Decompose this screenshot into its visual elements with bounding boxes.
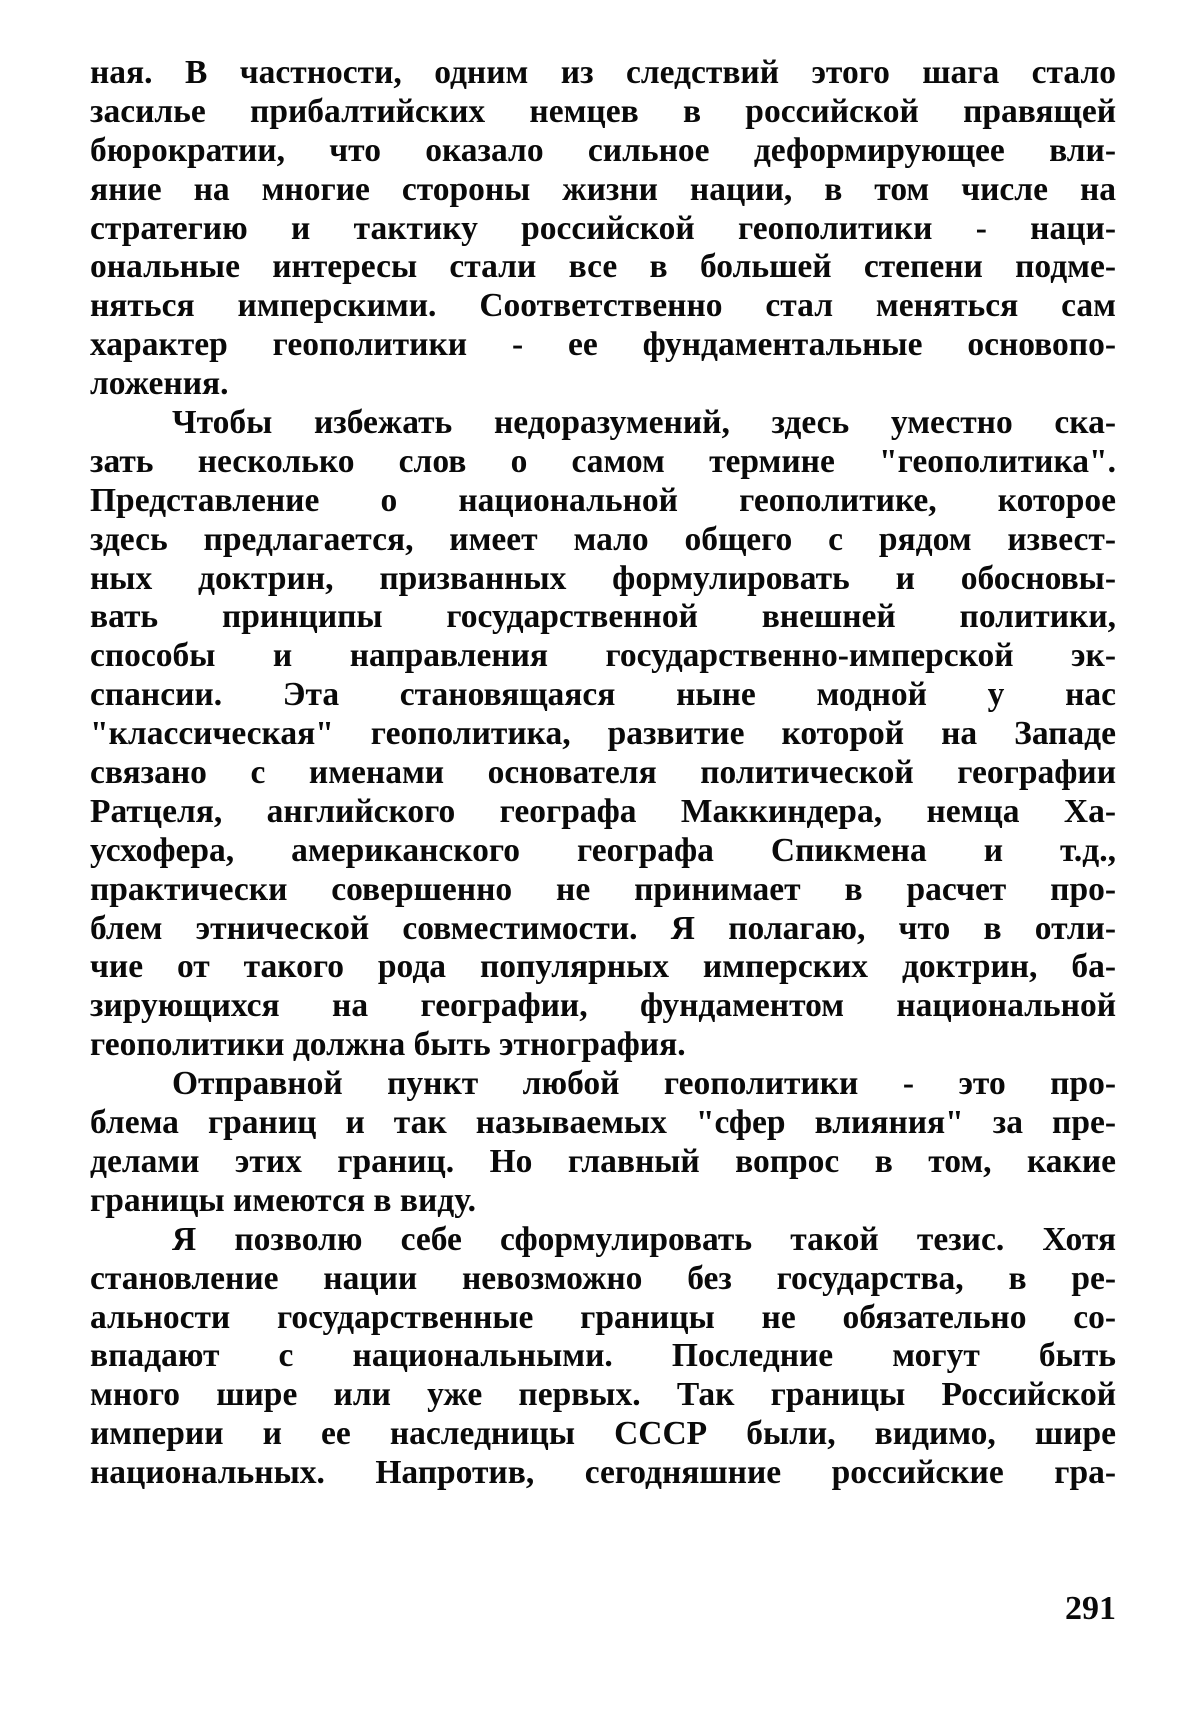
text-line: засилье прибалтийских немцев в российской правящей xyxy=(90,92,1116,130)
text-line: ная. В частности, одним из следствий этого шага стало xyxy=(90,54,1116,91)
text-line: зать несколько слов о самом термине "геополитика". xyxy=(90,442,1116,480)
text-line: границы имеются в виду. xyxy=(90,1181,476,1219)
text-line: чие от такого рода популярных имперских доктрин, ба- xyxy=(90,948,1116,986)
text-line: практически совершенно не принимает в расчет про- xyxy=(90,870,1116,908)
text-line: Я позволю себе сформулировать такой тезис. Хотя xyxy=(172,1220,1116,1258)
text-line: здесь предлагается, имеет мало общего с рядом извест- xyxy=(90,520,1116,558)
text-line: империи и ее наследницы СССР были, видимо, шире xyxy=(90,1415,1116,1453)
text-line: национальных. Напротив, сегодняшние российские гра- xyxy=(90,1454,1116,1492)
page-number: 291 xyxy=(1065,1590,1116,1627)
paragraph xyxy=(90,404,1116,1065)
text-line: Представление о национальной геополитике, которое xyxy=(90,481,1116,519)
text-line: Ратцеля, английского географа Маккиндера, немца Ха- xyxy=(90,792,1116,830)
text-line: Чтобы избежать недоразумений, здесь уместно ска- xyxy=(172,404,1116,442)
body-text xyxy=(90,54,1116,1493)
text-line: становление нации невозможно без государства, в ре- xyxy=(90,1259,1116,1297)
text-line: яние на многие стороны жизни нации, в том числе на xyxy=(90,170,1116,208)
text-line: ложения. xyxy=(90,365,229,403)
text-line: зирующихся на географии, фундаментом национальной xyxy=(90,987,1116,1025)
text-line: "классическая" геополитика, развитие которой на Западе xyxy=(90,715,1116,753)
text-line: спансии. Эта становящаяся ныне модной у нас xyxy=(90,676,1116,714)
text-line: стратегию и тактику российской геополитики - наци- xyxy=(90,209,1116,247)
text-line: впадают с национальными. Последние могут быть xyxy=(90,1337,1116,1375)
paragraph xyxy=(90,54,1116,404)
text-line: характер геополитики - ее фундаментальные основопо- xyxy=(90,326,1116,364)
text-line: способы и направления государственно-имперской эк- xyxy=(90,637,1116,675)
text-line: много шире или уже первых. Так границы Российской xyxy=(90,1376,1116,1414)
text-line: блема границ и так называемых "сфер влияния" за пре- xyxy=(90,1104,1116,1142)
paragraph xyxy=(90,1221,1116,1493)
paragraph xyxy=(90,1065,1116,1221)
text-line: геополитики должна быть этнография. xyxy=(90,1026,686,1064)
text-line: альности государственные границы не обязательно со- xyxy=(90,1298,1116,1336)
text-line: няться имперскими. Соответственно стал меняться сам xyxy=(90,287,1116,325)
text-line: вать принципы государственной внешней политики, xyxy=(90,598,1116,636)
text-line: делами этих границ. Но главный вопрос в том, какие xyxy=(90,1142,1116,1180)
text-line: ональные интересы стали все в большей степени подме- xyxy=(90,248,1116,286)
text-line: блем этнической совместимости. Я полагаю, что в отли- xyxy=(90,909,1116,947)
text-line: бюрократии, что оказало сильное деформирующее вли- xyxy=(90,131,1116,169)
text-line: усхофера, американского географа Спикмена и т.д., xyxy=(90,831,1116,869)
text-line: Отправной пункт любой геополитики - это про- xyxy=(172,1065,1116,1103)
text-line: ных доктрин, призванных формулировать и обосновы- xyxy=(90,559,1116,597)
text-line: связано с именами основателя политической географии xyxy=(90,754,1116,792)
